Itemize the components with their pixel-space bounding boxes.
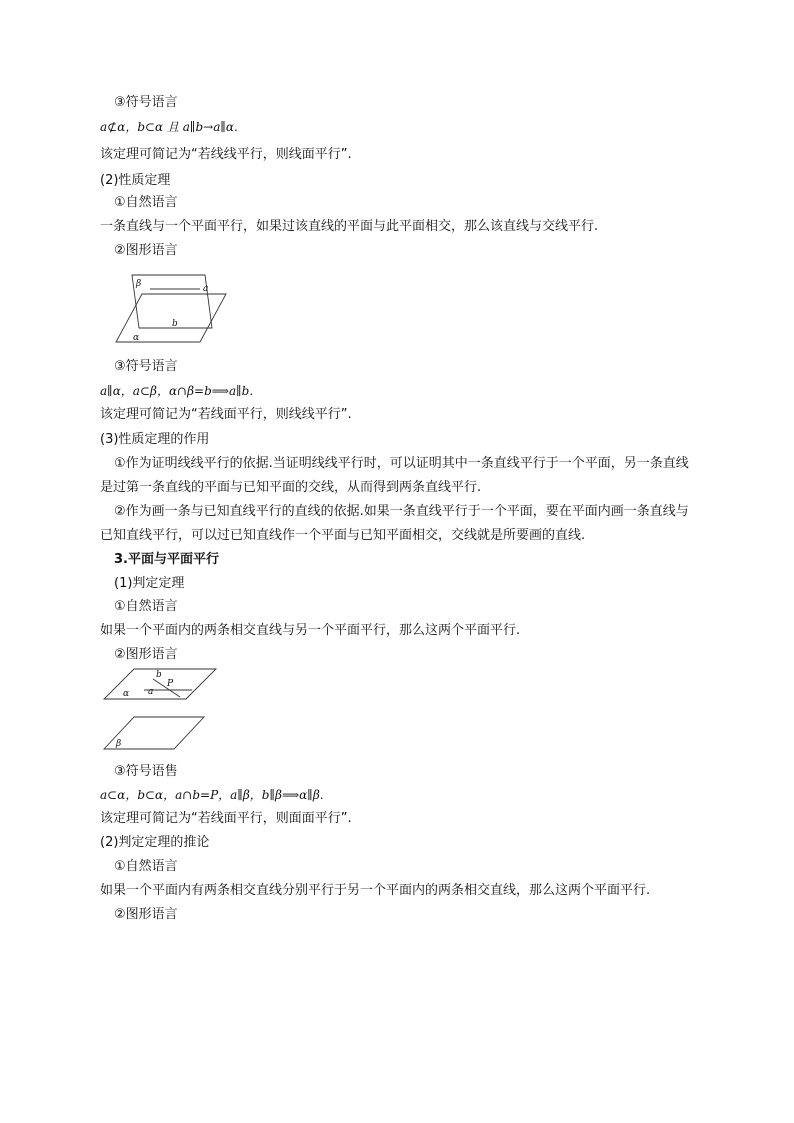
label-alpha: α (123, 689, 130, 699)
symbol-formula: a∥α，a⊂β，α∩β=b⟹a∥b. (100, 384, 254, 398)
natural-language-text: 如果一个平面内的两条相交直线与另一个平面平行，那么这两个平面平行. (100, 623, 521, 638)
theorem-summary: 该定理可简记为“若线线平行，则线面平行”. (100, 147, 352, 162)
label-b: b (172, 319, 178, 329)
graphic-language-heading: ②图形语言 (114, 243, 178, 258)
natural-language-heading: ①自然语言 (114, 599, 178, 614)
paragraph-line: 是过第一条直线的平面与已知平面的交线，从而得到两条直线平行. (100, 480, 482, 495)
property-use-heading: (3)性质定理的作用 (100, 432, 210, 447)
figure-plane-plane-parallel (104, 666, 220, 752)
label-b: b (156, 670, 162, 680)
natural-language-text: 如果一个平面内有两条相交直线分别平行于另一个平面内的两条相交直线，那么这两个平面平行. (100, 883, 651, 898)
figure-line-plane-property (112, 268, 234, 348)
label-beta: β (136, 279, 142, 289)
paragraph-line: 已知直线平行，可以过已知直线作一个平面与已知平面相交，交线就是所要画的直线. (100, 528, 586, 543)
paragraph-line: ①作为证明线线平行的依据.当证明线线平行时，可以证明其中一条直线平行于一个平面，另一条直线 (114, 456, 689, 471)
judgement-theorem-heading: (1)判定定理 (114, 576, 185, 591)
label-a: a (203, 284, 209, 294)
label-P: P (167, 679, 174, 689)
property-theorem-heading: (2)性质定理 (100, 173, 171, 188)
symbol-formula: a⊂α，b⊂α，a∩b=P，a∥β，b∥β⟹α∥β. (100, 788, 324, 802)
theorem-summary: 该定理可简记为“若线面平行，则面面平行”. (100, 811, 352, 826)
natural-language-heading: ①自然语言 (114, 859, 178, 874)
graphic-language-heading: ②图形语言 (114, 907, 178, 922)
label-beta: β (116, 739, 122, 749)
symbol-formula: a⊄α，b⊂α 且 a∥b→a∥α. (100, 120, 238, 134)
label-alpha: α (133, 333, 140, 343)
paragraph-line: ②作为画一条与已知直线平行的直线的依据.如果一条直线平行于一个平面，要在平面内画一条直线与 (114, 504, 689, 519)
corollary-heading: (2)判定定理的推论 (100, 835, 210, 850)
symbol-language-heading: ③符号语言 (114, 95, 178, 110)
natural-language-heading: ①自然语言 (114, 195, 178, 210)
section-title: 3.平面与平面平行 (114, 552, 219, 567)
natural-language-text: 一条直线与一个平面平行，如果过该直线的平面与此平面相交，那么该直线与交线平行. (100, 219, 599, 234)
graphic-language-heading: ②图形语言 (114, 647, 178, 662)
theorem-summary: 该定理可简记为“若线面平行，则线线平行”. (100, 407, 352, 422)
label-a: a (148, 687, 154, 697)
symbol-language-heading: ③符号语言 (114, 359, 178, 374)
symbol-language-heading: ③符号语售 (114, 764, 178, 779)
